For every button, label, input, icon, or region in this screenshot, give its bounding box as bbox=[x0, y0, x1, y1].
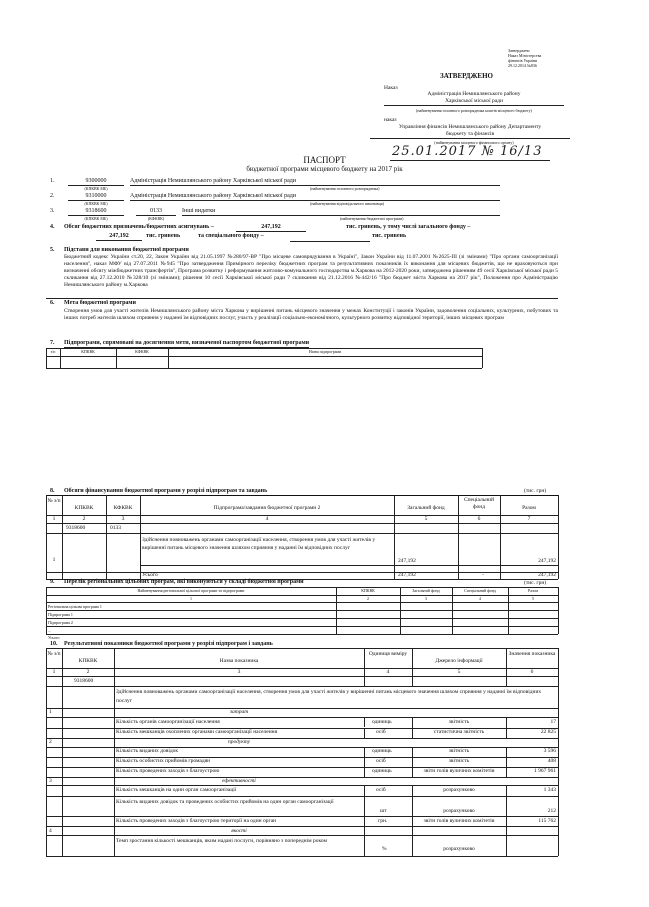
s8-colnum-6: 6 bbox=[477, 516, 481, 522]
indicators-table bbox=[46, 648, 558, 859]
s10-header-num: № з/п bbox=[47, 651, 61, 657]
section-4-text-3: тис. гривень bbox=[146, 233, 181, 239]
row-2-code: 9310000 bbox=[68, 193, 124, 201]
section-4-text-2: тис. гривень, у тому числі загального фонду – bbox=[346, 224, 471, 230]
s9-row-sub1: Підпрограма 1 bbox=[48, 612, 73, 617]
section-7-heading: Підпрограми, спрямовані на досягнення мети, визначеної паспортом бюджетної програми bbox=[64, 340, 310, 346]
s8-colnum-4: 4 bbox=[265, 516, 269, 522]
s10-header-kpkvk: КПКВК bbox=[78, 658, 98, 664]
section-8-number: 8. bbox=[50, 488, 55, 494]
section-9-heading: Перелік регіональних цільових програм, які виконуються у складі бюджетної програми bbox=[64, 579, 304, 585]
s10-row-7-name: Кількість виданих довідок та проведених особистих прийомів на один орган самоорганізації bbox=[116, 799, 334, 805]
financing-table bbox=[46, 495, 558, 579]
order-label-2: наказ bbox=[384, 117, 397, 123]
s10-row-9-unit: % bbox=[382, 846, 387, 852]
section-5-number: 5. bbox=[50, 247, 55, 253]
s10-group-1-num: 1 bbox=[49, 709, 52, 715]
s9-row-more: ... bbox=[48, 628, 51, 633]
s10-row-2-unit: осіб bbox=[376, 729, 386, 735]
row-3-kfkvk: 0133 bbox=[136, 208, 176, 216]
document-title: ПАСПОРТ бюджетної програми місцевого бюджету на 2017 рік bbox=[246, 155, 403, 173]
s9-row-sub2: Підпрограма 2 bbox=[48, 620, 73, 625]
s8-colnum-2: 2 bbox=[82, 516, 86, 522]
s10-row-1-source: звітність bbox=[448, 719, 470, 725]
section-7-number: 7. bbox=[50, 340, 55, 346]
s10-row-2-name: Кількість мешканців охоплених органами самоорганізації населення bbox=[116, 729, 278, 735]
s8-general: 247,192 bbox=[398, 558, 416, 564]
row-1-name-caption: (найменування головного розпорядника) bbox=[310, 186, 380, 191]
s10-row-1-unit: одиниць bbox=[372, 719, 392, 725]
s10-colnum-3: 3 bbox=[237, 669, 241, 675]
s10-row-9-name: Темп зростання кількості мешканців, яким надані послуги, порівняно з попереднім роком bbox=[116, 838, 327, 844]
section-4-text-1: Обсяг бюджетних призначень/бюджетних асигнувань – bbox=[64, 224, 214, 230]
section-4-general-amount: 247,192 bbox=[96, 233, 142, 241]
s8-row-num: 1 bbox=[52, 557, 56, 563]
section-4-number: 4. bbox=[50, 224, 55, 230]
s10-colnum-2: 2 bbox=[86, 669, 90, 675]
row-3-number: 3. bbox=[50, 208, 55, 214]
subprograms-table bbox=[46, 348, 482, 368]
s10-colnum-5: 5 bbox=[457, 669, 461, 675]
s10-header-value: Значення показника bbox=[508, 651, 556, 657]
s10-row-4-source: звітність bbox=[448, 758, 470, 764]
s8-task: Здійснення повноважень органами самоорганізації населення, створення умов для участі жителів у вирішенні питань місцевого значення шляхом сприяння у наданні їм відповідних послуг bbox=[142, 537, 376, 551]
s10-row-4-name: Кількість особистих прийомів громадян bbox=[116, 758, 211, 764]
section-5-body: Бюджетний кодекс України ст.20, 22, Закон України від 21.05.1997 №280/97-ВР "Про місцеве самоврядування в Україні", Закон України від 11.07.2001 №2625-III (зі змінами) "Про органи самоорганізації населення", наказ МФУ від 27.07.2011 №945 "Про затвердження Примірного переліку бюджетних програм та результативних показників їх виконання для місцевих бюджетів, що не враховуються при визначенні обсягу міжбюджетних трансфертів", Програма розвитку і реформування житлово-комунального господарства м.Харкова на 2012-2020 роки, затверджена рішенням 49 сесії Харківської міської ради 5 скликання від 27.12.2010 №328/10 (зі змінами); рішення 10 сесії Харківської міської ради 7 скликання від 21.12.2016 №442/16 "Про бюджет міста Харкова на 2017 рік", Положення про Адміністрацію Немишлянського району м.Харкова bbox=[64, 254, 558, 288]
row-2-name-caption: (найменування відповідального виконавця) bbox=[310, 201, 384, 206]
s7-header-kfkvk: КФКВК bbox=[135, 349, 149, 354]
s10-colnum-4: 4 bbox=[386, 669, 390, 675]
s10-row-7-value: 212 bbox=[547, 808, 556, 814]
s8-header-kfkvk: КФКВК bbox=[113, 505, 133, 511]
approving-org-caption: (найменування головного розпорядника коштів місцевого бюджету) bbox=[416, 108, 532, 113]
section-9-unit: (тис. грн) bbox=[524, 580, 547, 586]
row-3-name-caption: (найменування бюджетної програми) bbox=[340, 216, 404, 221]
row-1-number: 1. bbox=[50, 178, 55, 184]
finance-organization: Управління фінансів Немишлянського району Департаменту бюджету та фінансів bbox=[370, 124, 570, 139]
s9-header-name: Найменування регіональної цільової програми та підпрограми bbox=[137, 588, 245, 593]
s8-header-general: Загальний фонд bbox=[407, 505, 445, 511]
s8-header-special: Спеціальний фонд bbox=[463, 497, 495, 510]
s8-colnum-7: 7 bbox=[527, 516, 531, 522]
s8-sum-general: 247,192 bbox=[398, 572, 416, 578]
s10-row-2-value: 22 825 bbox=[540, 729, 556, 735]
s7-header-name: Назва підпрограми bbox=[308, 349, 342, 354]
row-1-code: 9300000 bbox=[68, 178, 124, 186]
s10-header-unit: Одиниця виміру bbox=[368, 651, 408, 657]
s10-row-3-name: Кількість виданих довідок bbox=[116, 748, 179, 754]
s8-header-kpkvk: КПКВК bbox=[74, 505, 94, 511]
s8-header-total: Разом bbox=[522, 505, 536, 511]
s10-row-6-source: розрахунково bbox=[443, 787, 475, 793]
s7-header-kpkvk: КПКВК bbox=[81, 349, 95, 354]
s9-header-kpkvk: КПКВК bbox=[361, 588, 375, 593]
s10-group-2-num: 2 bbox=[49, 739, 52, 745]
s8-header-num: № з/п bbox=[47, 498, 61, 504]
s10-colnum-1: 1 bbox=[52, 669, 56, 675]
row-3-code: 9318600 bbox=[68, 208, 124, 216]
s8-kfkvk: 0133 bbox=[110, 525, 121, 531]
s8-header-task: Підпрограма/завдання бюджетної програми 2 bbox=[213, 505, 321, 511]
s9-colnum-4: 4 bbox=[479, 596, 481, 601]
s10-row-6-unit: осіб bbox=[376, 787, 386, 793]
row-3-code-caption: (КПКВК МБ) bbox=[84, 216, 108, 221]
section-4-text-5: тис. гривень bbox=[372, 233, 407, 239]
s8-colnum-1: 1 bbox=[52, 516, 56, 522]
s10-group-1-label: затрат bbox=[229, 709, 249, 715]
s10-row-8-unit: грн. bbox=[378, 818, 388, 824]
row-3-kfkvk-caption: (КФКВК) bbox=[147, 216, 165, 221]
s10-kpkvk: 9318600 bbox=[74, 678, 94, 684]
s10-row-3-unit: одиниць bbox=[372, 748, 392, 754]
s7-header-num: з/п bbox=[50, 349, 56, 354]
s8-colnum-5: 5 bbox=[424, 516, 428, 522]
s8-total: 247,192 bbox=[538, 558, 556, 564]
s9-colnum-2: 2 bbox=[367, 596, 369, 601]
s8-sum-total: 247,192 bbox=[538, 572, 556, 578]
s10-row-3-source: звітність bbox=[448, 748, 470, 754]
order-label-1: Наказ bbox=[384, 85, 398, 91]
s10-row-9-source: розрахунково bbox=[443, 846, 475, 852]
section-8-unit: (тис. грн) bbox=[524, 488, 547, 494]
s9-row-total: Усього bbox=[48, 635, 60, 640]
s10-group-3-num: 3 bbox=[49, 778, 52, 784]
s10-group-2-label: продукту bbox=[227, 739, 251, 745]
s9-header-special: Спеціальний фонд bbox=[464, 588, 496, 593]
s10-row-5-source: звіти голів вуличних комітетів bbox=[423, 768, 495, 774]
s9-colnum-3: 3 bbox=[425, 596, 427, 601]
row-3-name: Інші видатки bbox=[182, 208, 500, 216]
s10-header-source: Джерело інформації bbox=[435, 658, 483, 664]
row-2-number: 2. bbox=[50, 193, 55, 199]
section-10-heading: Результативні показники бюджетної програми у розрізі підпрограм і завдань bbox=[64, 641, 273, 647]
s10-row-7-unit: шт bbox=[380, 808, 387, 814]
regional-programs-table bbox=[46, 587, 558, 641]
order-reference: Затверджено Наказ Міністерства фінансів України 29.12.2014 №836 bbox=[508, 48, 542, 68]
s8-sum-label: Усього bbox=[142, 572, 158, 578]
s10-row-4-value: 408 bbox=[547, 758, 556, 764]
handwritten-date-number: 25.01.2017 № 16/13 bbox=[392, 144, 543, 159]
section-9-number: 9. bbox=[50, 579, 55, 585]
s10-row-8-source: звіти голів вуличних комітетів bbox=[423, 818, 495, 824]
s8-sum-special: - bbox=[482, 572, 484, 578]
s9-colnum-5: 5 bbox=[532, 596, 534, 601]
row-2-name: Адміністрація Немишлянського району Харківської міської ради bbox=[130, 193, 500, 201]
s8-kpkvk: 9318600 bbox=[66, 525, 86, 531]
row-1-name: Адміністрація Немишлянського району Харківської міської ради bbox=[130, 178, 500, 186]
row-2-code-caption: (КПКВК МБ) bbox=[84, 201, 108, 206]
section-5-heading: Підстави для виконання бюджетної програми bbox=[64, 247, 189, 253]
s9-header-total: Разом bbox=[527, 588, 538, 593]
s10-group-3-label: ефективності bbox=[222, 778, 256, 784]
s8-colnum-3: 3 bbox=[121, 516, 125, 522]
s10-row-2-source: статистична звітність bbox=[433, 729, 485, 735]
s10-row-5-value: 1 967 961 bbox=[534, 768, 556, 774]
s10-row-6-name: Кількість мешканців на один орган самоорганізації bbox=[116, 787, 237, 793]
s10-row-8-value: 115 762 bbox=[538, 818, 556, 824]
section-8-heading: Обсяги фінансування бюджетної програми у розрізі підпрограм та завдань bbox=[64, 488, 268, 494]
s10-row-7-source: розрахунково bbox=[443, 808, 475, 814]
s10-group-4-label: якості bbox=[231, 828, 247, 834]
s10-header-name: Назва показника bbox=[219, 658, 259, 664]
approving-organization: Адміністрація Немишлянського району Харківської міської ради bbox=[384, 91, 564, 106]
row-1-code-caption: (КПКВК МБ) bbox=[84, 186, 108, 191]
s10-row-8-name: Кількість проведених заходів з благоустрою території на один орган bbox=[116, 818, 277, 824]
s10-task: Здійснення повноважень органами самоорганізації населення, створення умов для участі жителів у вирішенні питань місцевого значення шляхом сприяння у наданні їм відповідних послуг bbox=[116, 689, 542, 704]
s9-colnum-1: 1 bbox=[190, 596, 192, 601]
s9-header-general: Загальний фонд bbox=[412, 588, 440, 593]
s10-row-5-name: Кількість проведених заходів з благоустрою bbox=[116, 768, 220, 774]
s10-colnum-6: 6 bbox=[530, 669, 534, 675]
s10-row-4-unit: осіб bbox=[376, 758, 386, 764]
s10-row-1-value: 17 bbox=[550, 719, 556, 725]
section-4-total-amount: 247,192 bbox=[236, 224, 306, 232]
section-6-number: 6. bbox=[50, 300, 55, 306]
s10-row-1-name: Кількість органів самоорганізації населення bbox=[116, 719, 220, 725]
section-6-body: Створення умов для участі жителів Немишлянського району міста Харкова у вирішенні питань місцевого значення у межах Конституції і законів України, задоволення соціальних, культурних, побутових та інших потреб жителів шляхом сприяння у наданні їм відповідних послуг, участь у реалізації соціально-економічного, культурного розвитку відповідної території, інших місцевих програм bbox=[64, 308, 558, 321]
s10-row-6-value: 1 343 bbox=[543, 787, 556, 793]
section-4-text-4: та спеціального фонду – bbox=[198, 233, 264, 239]
finance-org-caption: (найменування місцевого фінансового органу) bbox=[434, 140, 514, 145]
s9-row-program: Регіональна цільова програма 1 bbox=[48, 604, 102, 609]
section-10-number: 10. bbox=[50, 641, 58, 647]
s10-group-4-num: 4 bbox=[49, 828, 52, 834]
s10-row-5-unit: одиниць bbox=[372, 768, 392, 774]
section-6-heading: Мета бюджетної програми bbox=[64, 300, 136, 306]
s10-row-3-value: 3 596 bbox=[543, 748, 556, 754]
approval-stamp: ЗАТВЕРДЖЕНО bbox=[440, 72, 493, 80]
